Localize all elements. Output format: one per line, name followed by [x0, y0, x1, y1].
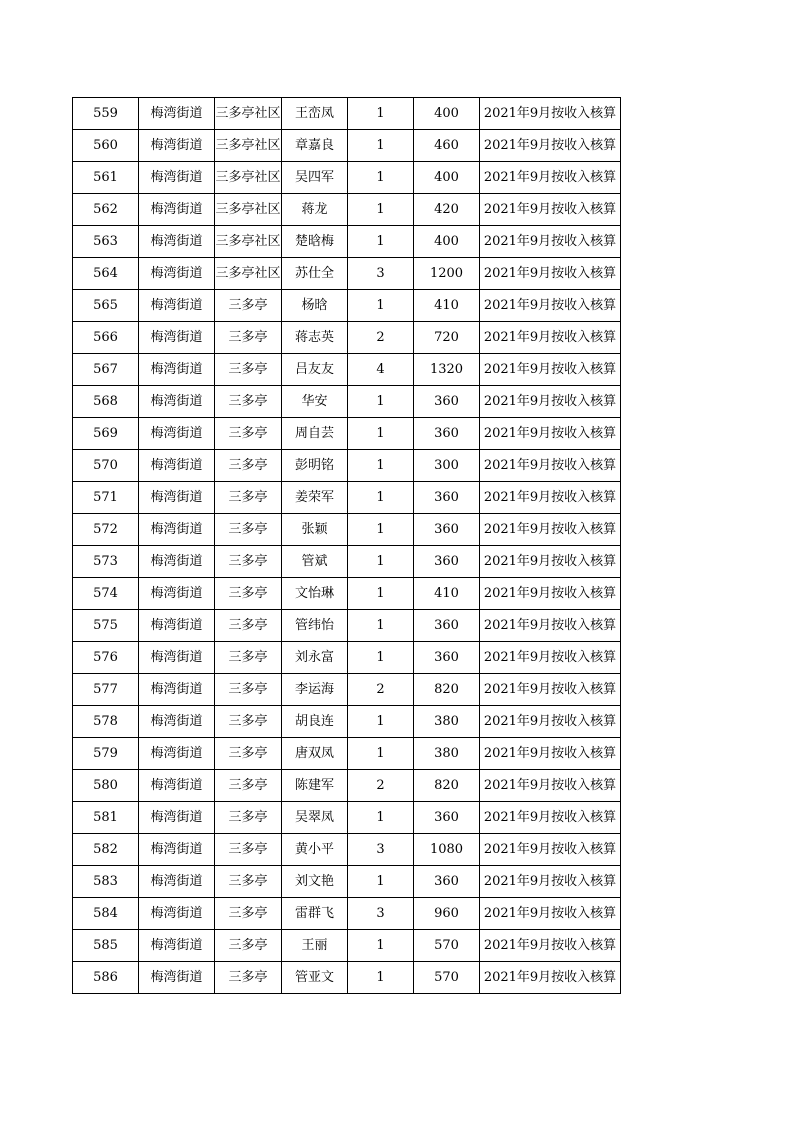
household-count-cell: 1: [348, 738, 414, 770]
table-row: [73, 322, 621, 354]
community-cell: 三多亭社区: [215, 162, 282, 194]
row-number-cell: 566: [73, 322, 139, 354]
street-cell: 梅湾街道: [139, 898, 215, 930]
table-row: [73, 450, 621, 482]
household-count-cell: 1: [348, 194, 414, 226]
amount-cell: 960: [414, 898, 480, 930]
street-cell: 梅湾街道: [139, 514, 215, 546]
household-count-cell: 1: [348, 130, 414, 162]
row-number-cell: 574: [73, 578, 139, 610]
amount-cell: 570: [414, 962, 480, 994]
community-cell: 三多亭: [215, 354, 282, 386]
street-cell: 梅湾街道: [139, 546, 215, 578]
note-cell: 2021年9月按收入核算: [480, 770, 621, 802]
note-cell: 2021年9月按收入核算: [480, 962, 621, 994]
amount-cell: 360: [414, 418, 480, 450]
row-number-cell: 577: [73, 674, 139, 706]
table-row: [73, 98, 621, 130]
row-number-cell: 560: [73, 130, 139, 162]
note-cell: 2021年9月按收入核算: [480, 354, 621, 386]
row-number-cell: 586: [73, 962, 139, 994]
amount-cell: 360: [414, 546, 480, 578]
table-row: [73, 738, 621, 770]
note-cell: 2021年9月按收入核算: [480, 322, 621, 354]
street-cell: 梅湾街道: [139, 322, 215, 354]
household-count-cell: 3: [348, 258, 414, 290]
name-cell: 杨晗: [282, 290, 348, 322]
row-number-cell: 585: [73, 930, 139, 962]
amount-cell: 300: [414, 450, 480, 482]
household-count-cell: 1: [348, 578, 414, 610]
note-cell: 2021年9月按收入核算: [480, 162, 621, 194]
table-row: [73, 770, 621, 802]
row-number-cell: 572: [73, 514, 139, 546]
name-cell: 华安: [282, 386, 348, 418]
row-number-cell: 570: [73, 450, 139, 482]
name-cell: 章嘉良: [282, 130, 348, 162]
street-cell: 梅湾街道: [139, 98, 215, 130]
name-cell: 王丽: [282, 930, 348, 962]
row-number-cell: 579: [73, 738, 139, 770]
name-cell: 黄小平: [282, 834, 348, 866]
household-count-cell: 3: [348, 834, 414, 866]
amount-cell: 1080: [414, 834, 480, 866]
community-cell: 三多亭: [215, 962, 282, 994]
amount-cell: 360: [414, 802, 480, 834]
name-cell: 苏仕全: [282, 258, 348, 290]
table-row: [73, 706, 621, 738]
household-count-cell: 1: [348, 962, 414, 994]
household-count-cell: 4: [348, 354, 414, 386]
household-count-cell: 1: [348, 610, 414, 642]
name-cell: 管纬怡: [282, 610, 348, 642]
name-cell: 唐双凤: [282, 738, 348, 770]
table-row: [73, 642, 621, 674]
row-number-cell: 559: [73, 98, 139, 130]
row-number-cell: 580: [73, 770, 139, 802]
note-cell: 2021年9月按收入核算: [480, 482, 621, 514]
name-cell: 文怡琳: [282, 578, 348, 610]
community-cell: 三多亭: [215, 642, 282, 674]
note-cell: 2021年9月按收入核算: [480, 290, 621, 322]
street-cell: 梅湾街道: [139, 642, 215, 674]
table-row: [73, 226, 621, 258]
street-cell: 梅湾街道: [139, 770, 215, 802]
household-count-cell: 1: [348, 706, 414, 738]
household-count-cell: 1: [348, 162, 414, 194]
community-cell: 三多亭: [215, 674, 282, 706]
table-row: [73, 610, 621, 642]
table-row: [73, 194, 621, 226]
community-cell: 三多亭: [215, 930, 282, 962]
community-cell: 三多亭: [215, 546, 282, 578]
table-row: [73, 834, 621, 866]
community-cell: 三多亭: [215, 610, 282, 642]
household-count-cell: 2: [348, 322, 414, 354]
row-number-cell: 563: [73, 226, 139, 258]
name-cell: 吕友友: [282, 354, 348, 386]
name-cell: 蒋龙: [282, 194, 348, 226]
row-number-cell: 568: [73, 386, 139, 418]
amount-cell: 420: [414, 194, 480, 226]
street-cell: 梅湾街道: [139, 450, 215, 482]
community-cell: 三多亭: [215, 898, 282, 930]
street-cell: 梅湾街道: [139, 866, 215, 898]
note-cell: 2021年9月按收入核算: [480, 706, 621, 738]
community-cell: 三多亭: [215, 322, 282, 354]
amount-cell: 410: [414, 290, 480, 322]
table-row: [73, 130, 621, 162]
name-cell: 姜荣军: [282, 482, 348, 514]
street-cell: 梅湾街道: [139, 802, 215, 834]
amount-cell: 820: [414, 770, 480, 802]
street-cell: 梅湾街道: [139, 386, 215, 418]
amount-cell: 1320: [414, 354, 480, 386]
name-cell: 刘永富: [282, 642, 348, 674]
street-cell: 梅湾街道: [139, 258, 215, 290]
amount-cell: 360: [414, 482, 480, 514]
amount-cell: 400: [414, 226, 480, 258]
note-cell: 2021年9月按收入核算: [480, 450, 621, 482]
street-cell: 梅湾街道: [139, 610, 215, 642]
street-cell: 梅湾街道: [139, 354, 215, 386]
household-count-cell: 1: [348, 482, 414, 514]
table-row: [73, 674, 621, 706]
street-cell: 梅湾街道: [139, 738, 215, 770]
household-count-cell: 1: [348, 450, 414, 482]
table-row: [73, 514, 621, 546]
street-cell: 梅湾街道: [139, 418, 215, 450]
name-cell: 雷群飞: [282, 898, 348, 930]
street-cell: 梅湾街道: [139, 834, 215, 866]
amount-cell: 360: [414, 386, 480, 418]
household-count-cell: 1: [348, 802, 414, 834]
name-cell: 张颖: [282, 514, 348, 546]
note-cell: 2021年9月按收入核算: [480, 898, 621, 930]
household-count-cell: 1: [348, 866, 414, 898]
name-cell: 王峦凤: [282, 98, 348, 130]
street-cell: 梅湾街道: [139, 930, 215, 962]
row-number-cell: 581: [73, 802, 139, 834]
household-count-cell: 1: [348, 98, 414, 130]
row-number-cell: 571: [73, 482, 139, 514]
table-row: [73, 354, 621, 386]
note-cell: 2021年9月按收入核算: [480, 834, 621, 866]
table-row: [73, 930, 621, 962]
note-cell: 2021年9月按收入核算: [480, 226, 621, 258]
note-cell: 2021年9月按收入核算: [480, 386, 621, 418]
street-cell: 梅湾街道: [139, 194, 215, 226]
community-cell: 三多亭: [215, 418, 282, 450]
note-cell: 2021年9月按收入核算: [480, 802, 621, 834]
note-cell: 2021年9月按收入核算: [480, 610, 621, 642]
community-cell: 三多亭: [215, 386, 282, 418]
table-row: [73, 162, 621, 194]
name-cell: 管斌: [282, 546, 348, 578]
community-cell: 三多亭社区: [215, 98, 282, 130]
note-cell: 2021年9月按收入核算: [480, 642, 621, 674]
community-cell: 三多亭: [215, 450, 282, 482]
amount-cell: 360: [414, 514, 480, 546]
row-number-cell: 569: [73, 418, 139, 450]
household-count-cell: 1: [348, 418, 414, 450]
amount-cell: 380: [414, 738, 480, 770]
amount-cell: 360: [414, 866, 480, 898]
table-row: [73, 866, 621, 898]
note-cell: 2021年9月按收入核算: [480, 258, 621, 290]
table-row: [73, 482, 621, 514]
name-cell: 吴四军: [282, 162, 348, 194]
note-cell: 2021年9月按收入核算: [480, 98, 621, 130]
table-row: [73, 962, 621, 994]
row-number-cell: 562: [73, 194, 139, 226]
community-cell: 三多亭: [215, 290, 282, 322]
street-cell: 梅湾街道: [139, 226, 215, 258]
row-number-cell: 583: [73, 866, 139, 898]
amount-cell: 720: [414, 322, 480, 354]
name-cell: 管亚文: [282, 962, 348, 994]
name-cell: 吴翠凤: [282, 802, 348, 834]
note-cell: 2021年9月按收入核算: [480, 194, 621, 226]
household-count-cell: 1: [348, 226, 414, 258]
row-number-cell: 564: [73, 258, 139, 290]
table-row: [73, 290, 621, 322]
community-cell: 三多亭: [215, 738, 282, 770]
note-cell: 2021年9月按收入核算: [480, 130, 621, 162]
note-cell: 2021年9月按收入核算: [480, 866, 621, 898]
street-cell: 梅湾街道: [139, 578, 215, 610]
table-row: [73, 546, 621, 578]
household-count-cell: 1: [348, 514, 414, 546]
table-row: [73, 898, 621, 930]
row-number-cell: 565: [73, 290, 139, 322]
community-cell: 三多亭: [215, 578, 282, 610]
table-row: [73, 578, 621, 610]
table-row: [73, 258, 621, 290]
name-cell: 刘文艳: [282, 866, 348, 898]
name-cell: 楚晗梅: [282, 226, 348, 258]
note-cell: 2021年9月按收入核算: [480, 674, 621, 706]
household-count-cell: 1: [348, 546, 414, 578]
street-cell: 梅湾街道: [139, 482, 215, 514]
data-table: [72, 97, 621, 994]
note-cell: 2021年9月按收入核算: [480, 578, 621, 610]
note-cell: 2021年9月按收入核算: [480, 514, 621, 546]
name-cell: 蒋志英: [282, 322, 348, 354]
row-number-cell: 575: [73, 610, 139, 642]
amount-cell: 460: [414, 130, 480, 162]
table-row: [73, 418, 621, 450]
street-cell: 梅湾街道: [139, 162, 215, 194]
street-cell: 梅湾街道: [139, 130, 215, 162]
amount-cell: 820: [414, 674, 480, 706]
amount-cell: 570: [414, 930, 480, 962]
community-cell: 三多亭社区: [215, 226, 282, 258]
community-cell: 三多亭: [215, 770, 282, 802]
community-cell: 三多亭: [215, 802, 282, 834]
household-count-cell: 1: [348, 290, 414, 322]
table-row: [73, 386, 621, 418]
amount-cell: 400: [414, 98, 480, 130]
community-cell: 三多亭: [215, 834, 282, 866]
row-number-cell: 578: [73, 706, 139, 738]
row-number-cell: 582: [73, 834, 139, 866]
name-cell: 李运海: [282, 674, 348, 706]
table-row: [73, 802, 621, 834]
household-count-cell: 2: [348, 770, 414, 802]
community-cell: 三多亭: [215, 514, 282, 546]
household-count-cell: 3: [348, 898, 414, 930]
name-cell: 周自芸: [282, 418, 348, 450]
name-cell: 彭明铭: [282, 450, 348, 482]
amount-cell: 380: [414, 706, 480, 738]
household-count-cell: 1: [348, 386, 414, 418]
community-cell: 三多亭社区: [215, 258, 282, 290]
row-number-cell: 561: [73, 162, 139, 194]
community-cell: 三多亭社区: [215, 194, 282, 226]
name-cell: 胡良连: [282, 706, 348, 738]
amount-cell: 400: [414, 162, 480, 194]
community-cell: 三多亭: [215, 482, 282, 514]
amount-cell: 410: [414, 578, 480, 610]
street-cell: 梅湾街道: [139, 674, 215, 706]
note-cell: 2021年9月按收入核算: [480, 930, 621, 962]
amount-cell: 1200: [414, 258, 480, 290]
street-cell: 梅湾街道: [139, 706, 215, 738]
community-cell: 三多亭社区: [215, 130, 282, 162]
row-number-cell: 573: [73, 546, 139, 578]
note-cell: 2021年9月按收入核算: [480, 418, 621, 450]
row-number-cell: 567: [73, 354, 139, 386]
amount-cell: 360: [414, 610, 480, 642]
street-cell: 梅湾街道: [139, 962, 215, 994]
row-number-cell: 584: [73, 898, 139, 930]
household-count-cell: 1: [348, 642, 414, 674]
row-number-cell: 576: [73, 642, 139, 674]
household-count-cell: 1: [348, 930, 414, 962]
amount-cell: 360: [414, 642, 480, 674]
community-cell: 三多亭: [215, 706, 282, 738]
household-count-cell: 2: [348, 674, 414, 706]
note-cell: 2021年9月按收入核算: [480, 738, 621, 770]
table-body: [73, 98, 621, 994]
street-cell: 梅湾街道: [139, 290, 215, 322]
name-cell: 陈建军: [282, 770, 348, 802]
community-cell: 三多亭: [215, 866, 282, 898]
note-cell: 2021年9月按收入核算: [480, 546, 621, 578]
